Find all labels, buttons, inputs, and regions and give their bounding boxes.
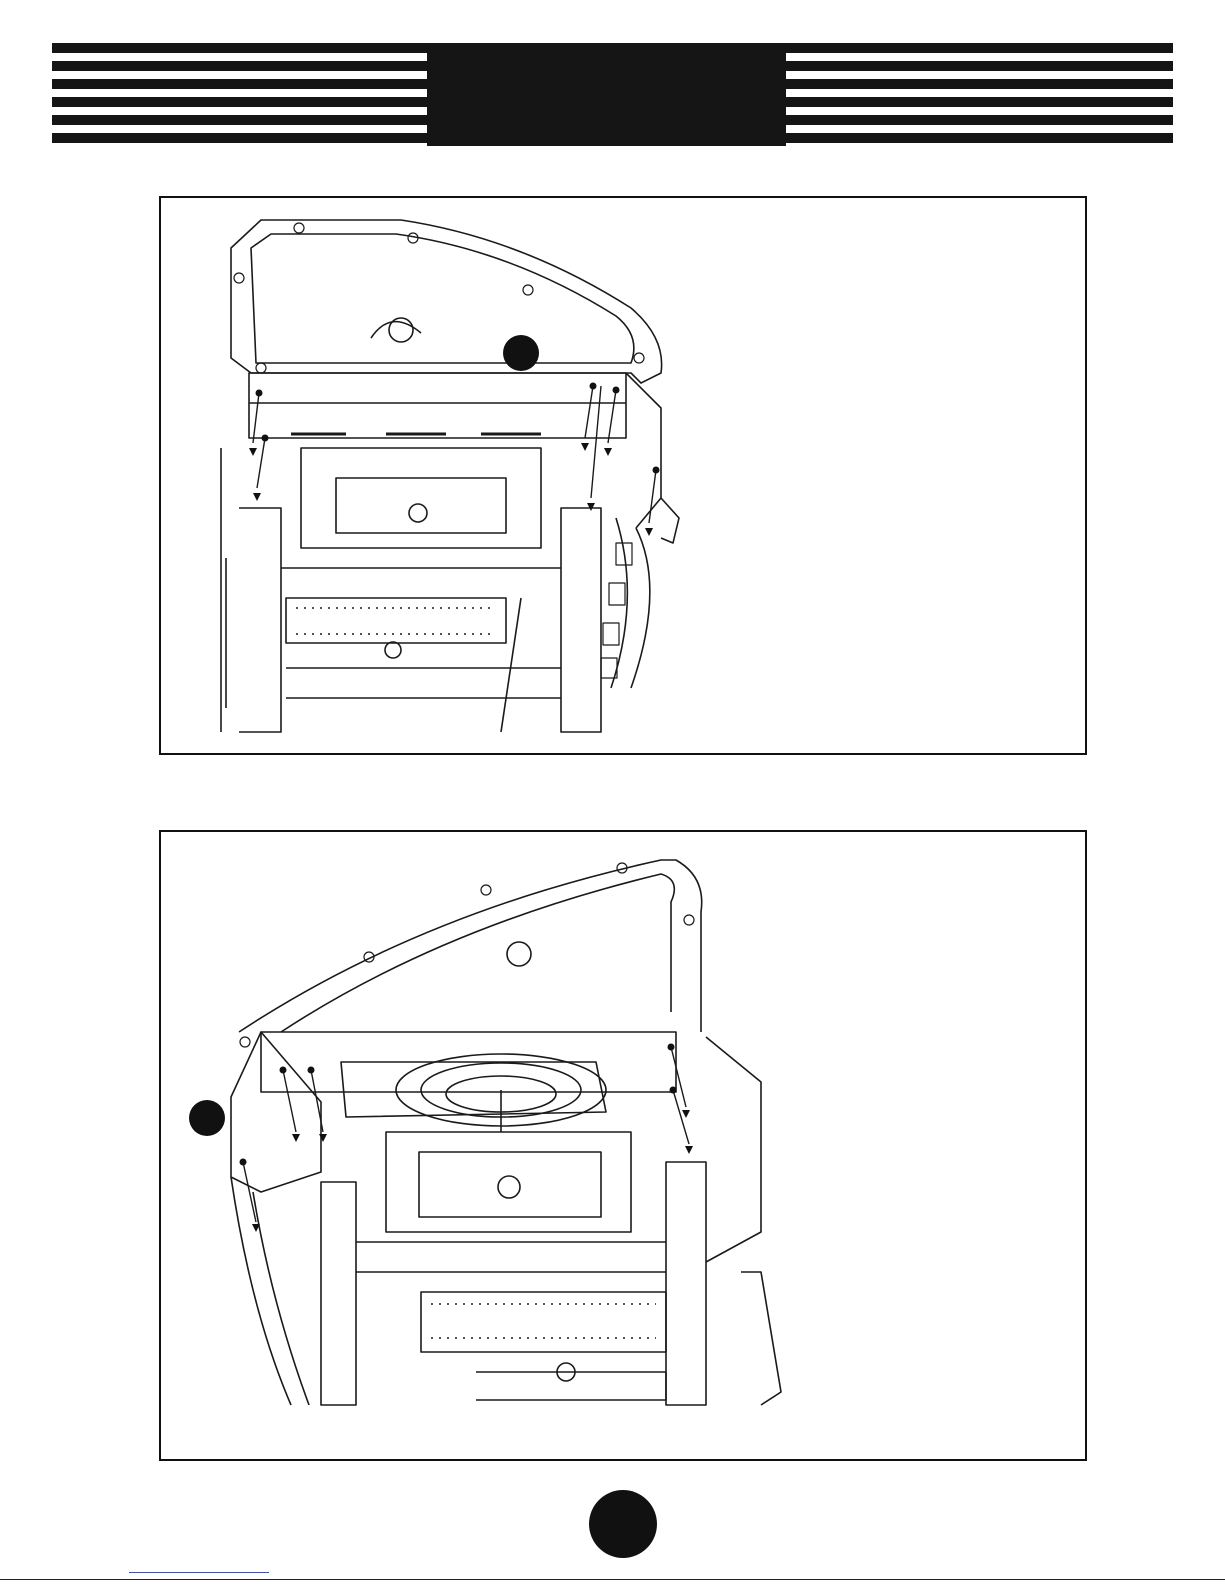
- footer-link-underline[interactable]: [129, 1572, 269, 1573]
- figure-1-panel: [159, 196, 1087, 755]
- header-title-block: [427, 43, 786, 146]
- figure-1-illustration: [161, 198, 1085, 753]
- page-number-badge: [589, 1490, 657, 1558]
- header-stripe-band: [0, 0, 1225, 160]
- callout-dot: [189, 1100, 225, 1136]
- figure-2-panel: [159, 830, 1087, 1461]
- callout-dot: [503, 335, 539, 371]
- figure-2-illustration: [161, 832, 1085, 1459]
- footer-divider: [0, 1579, 1225, 1580]
